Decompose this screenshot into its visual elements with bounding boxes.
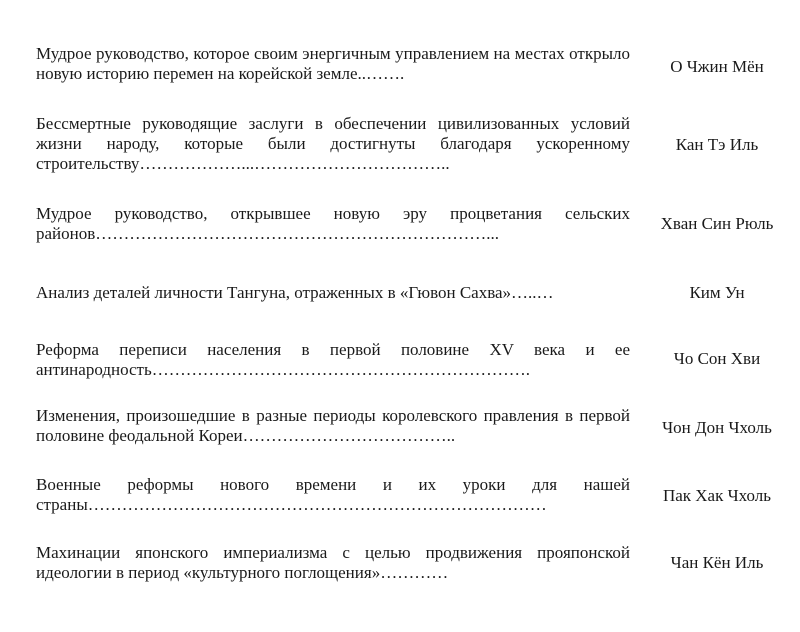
entry-title: Военные реформы нового времени и их уроки для нашей страны……………………………………………………………………… <box>36 475 630 514</box>
entry-author: О Чжин Мён <box>670 57 764 76</box>
entry-title: Мудрое руководство, открывшее новую эру процветания сельских районов……………………………………………………………... <box>36 204 630 243</box>
entry-author: Пак Хак Чхоль <box>662 486 772 505</box>
entry-title: Изменения, произошедшие в разные периоды королевского правления в первой половине феодальной Кореи……………………………….. <box>36 406 630 445</box>
entry-author: Чон Дон Чхоль <box>662 418 772 437</box>
entry-author: Хван Син Рюль <box>660 214 774 233</box>
entry-author: Чан Кён Иль <box>670 553 764 572</box>
entry-title: Реформа переписи населения в первой половине XV века и ее антинародность…………………………………………………………. <box>36 340 630 379</box>
entry-author: Чо Сон Хви <box>673 349 761 368</box>
entry-title: Анализ деталей личности Тангуна, отраженных в «Гювон Сахва»…..… <box>36 283 554 302</box>
entry-title: Бессмертные руководящие заслуги в обеспечении цивилизованных условий жизни народу, которые были достигнуты благодаря ускоренному строительству………………...…………………………….. <box>36 114 630 173</box>
entry-author: Кан Тэ Иль <box>675 135 759 154</box>
entry-title: Мудрое руководство, которое своим энергичным управлением на местах открыло новую историю перемен на корейской земле..……. <box>36 44 630 83</box>
entry-title: Махинации японского империализма с целью продвижения прояпонской идеологии в период «культурного поглощения»………… <box>36 543 630 582</box>
entry-author: Ким Ун <box>689 283 745 302</box>
